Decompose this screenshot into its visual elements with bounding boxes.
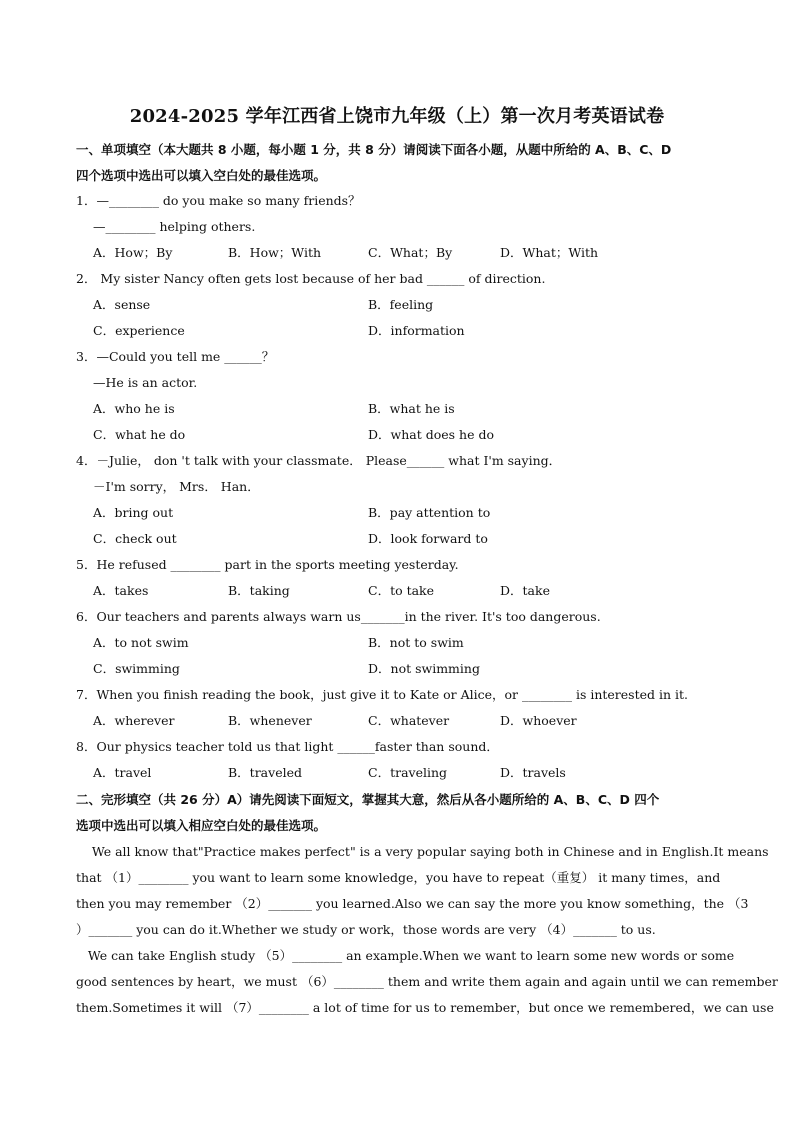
question-2-option-d: D．information [368,323,465,338]
question-7-stem: 7．When you finish reading the book，just give it to Kate or Alice，or ________ is interested in it. [76,687,688,702]
question-1-option-b: B．How；With [228,245,322,260]
cloze-p2-line3: them.Sometimes it will （7）________ a lot of time for us to remember，but once we remembered，we can use [76,1000,774,1015]
question-6-option-c: C．swimming [93,661,180,676]
cloze-p2-line2: good sentences by heart，we must （6）________ them and write them again and again until we can remember [76,974,778,989]
cloze-p1-line2: that （1）________ you want to learn some knowledge，you have to repeat（重复） it many times，and [76,870,721,885]
question-1-option-c: C．What；By [368,245,453,260]
question-4-stem: 4．－Julie， don 't talk with your classmate． Please______ what I'm saying． [76,453,562,468]
question-4-stem-line2: －I'm sorry， Mrs． Han． [93,479,260,494]
question-2-option-b: B．feeling [368,297,434,312]
question-4-option-b: B．pay attention to [368,505,491,520]
cloze-paragraph-1 [76,839,769,943]
question-5-option-c: C．to take [368,583,435,598]
section1-heading [76,137,726,189]
question-4-option-a: A．bring out [93,505,174,520]
question-2-option-c: C．experience [93,323,185,338]
question-3-stem: 3．—Could you tell me ______？ [76,349,275,364]
question-5-option-b: B．taking [228,583,290,598]
question-8-option-d: D．travels [500,765,566,780]
section2-heading-line2: 选项中选出可以填入相应空白处的最佳选项。 [76,818,327,833]
question-7-option-c: C．whatever [368,713,450,728]
cloze-p1-line3: then you may remember （2）_______ you learned.Also we can say the more you know something，the （3 [76,896,749,911]
cloze-paragraph-2 [76,943,778,1021]
section1-heading-line1: 一、单项填空（本大题共 8 小题，每小题 1 分，共 8 分）请阅读下面各小题，从题中所给的 A、B、C、D [76,142,672,157]
question-5-option-d: D．take [500,583,550,598]
cloze-p2-line1: We can take English study （5）________ an example.When we want to learn some new words or some [76,948,735,963]
question-8-option-c: C．traveling [368,765,448,780]
section1-heading-line2: 四个选项中选出可以填入空白处的最佳选项。 [76,168,327,183]
question-1-option-a: A．How；By [93,245,173,260]
question-6-stem: 6．Our teachers and parents always warn us_______in the river. It's too dangerous. [76,609,601,624]
question-6-option-b: B．not to swim [368,635,464,650]
question-2-stem: 2． My sister Nancy often gets lost because of her bad ______ of direction. [76,271,546,286]
question-7-option-b: B．whenever [228,713,312,728]
question-1-stem-line2: —________ helping others. [93,219,256,234]
section2-heading-line1: 二、完形填空（共 26 分）A）请先阅读下面短文，掌握其大意，然后从各小题所给的 A、B、C、D 四个 [76,792,660,807]
question-2-option-a: A．sense [93,297,151,312]
question-4-option-d: D．look forward to [368,531,488,546]
question-1-stem: 1．—________ do you make so many friends？ [76,193,361,208]
question-3-stem-line2: —He is an actor. [93,375,198,390]
question-8-stem: 8．Our physics teacher told us that light ______faster than sound． [76,739,499,754]
question-5-option-a: A．takes [93,583,149,598]
cloze-p1-line1: We all know that"Practice makes perfect" is a very popular saying both in Chinese and in English.It means [76,844,769,859]
question-3-option-b: B．what he is [368,401,455,416]
question-3-option-c: C．what he do [93,427,186,442]
question-7-option-a: A．wherever [93,713,175,728]
question-8-option-a: A．travel [93,765,152,780]
page-title: 2024-2025 学年江西省上饶市九年级（上）第一次月考英语试卷 [129,106,665,127]
question-3-option-d: D．what does he do [368,427,494,442]
question-6-option-d: D．not swimming [368,661,480,676]
question-3-option-a: A．who he is [93,401,175,416]
question-6-option-a: A．to not swim [93,635,189,650]
question-5-stem: 5．He refused ________ part in the sports meeting yesterday. [76,557,459,572]
question-4-option-c: C．check out [93,531,177,546]
question-1-option-d: D．What；With [500,245,599,260]
question-7-option-d: D．whoever [500,713,577,728]
cloze-p1-line4: ）_______ you can do it.Whether we study or work，those words are very （4）_______ to us. [76,922,656,937]
question-8-option-b: B．traveled [228,765,302,780]
section2-heading [76,787,726,839]
